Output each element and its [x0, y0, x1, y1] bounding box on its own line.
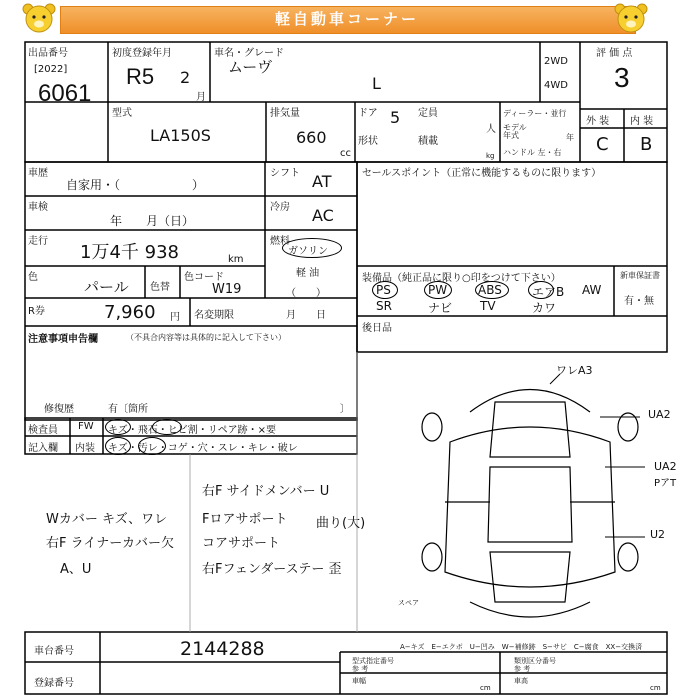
name-label: 車名・グレード	[214, 48, 284, 59]
reg-month: 2	[180, 68, 191, 87]
warranty-label: 新車保証書	[620, 271, 660, 280]
ac: AC	[312, 206, 334, 225]
fw-chip-circle	[152, 419, 182, 435]
equip-ps: PS	[376, 283, 391, 297]
model-label: 型式	[112, 108, 132, 119]
mileage: 1万4千 938	[80, 242, 179, 263]
notes-sub: （不具合内容等は具体的に記入して下さい）	[126, 333, 286, 342]
note-left-3: A、U	[60, 562, 92, 577]
note-u2: U2	[650, 528, 666, 541]
chassis: 2144288	[180, 638, 265, 660]
year-unit: 年	[566, 133, 574, 142]
interior-items: キズ・汚レ・コゲ・穴・スレ・キレ・破レ	[108, 443, 298, 454]
reg-label: 初度登録年月	[112, 48, 172, 59]
disp-unit: cc	[340, 148, 351, 159]
lot-year: [2022]	[34, 64, 68, 75]
load-label: 積載	[418, 136, 438, 147]
width-unit: cm	[480, 684, 491, 692]
drive-4wd: 4WD	[544, 80, 568, 91]
fuel-label: 燃料	[270, 236, 290, 247]
type-label: 型式指定番号	[352, 657, 394, 665]
recycle: 7,960	[104, 302, 156, 323]
note-ua2-side: UA2	[654, 460, 677, 473]
reg-era: R5	[126, 64, 155, 89]
ext-grade: C	[596, 134, 609, 155]
ac-label: 冷房	[270, 202, 290, 213]
ps-circle	[372, 281, 398, 299]
capacity-label: 定員	[418, 108, 438, 119]
color: パール	[84, 278, 129, 296]
model-year-label: モデル 年式	[503, 123, 527, 140]
fw-scratch-circle	[105, 419, 131, 435]
ref-1: 参 考	[352, 665, 369, 673]
fw-items: キズ・飛石・ヒビ割・リペア跡・×要	[108, 425, 276, 436]
note-ua2-front: UA2	[648, 408, 671, 421]
repair: 有〔箇所	[108, 404, 148, 415]
equip-airbag: エアB	[532, 285, 565, 299]
displacement: 660	[296, 128, 327, 147]
mileage-unit: km	[228, 254, 244, 265]
fuel-other: （ ）	[286, 288, 326, 299]
fuel-circle	[282, 238, 342, 258]
score-label: 評 価 点	[596, 48, 633, 59]
class-label: 類別区分番号	[514, 657, 556, 665]
score: 3	[614, 62, 630, 93]
doors: 5	[390, 108, 401, 127]
sales-label: セールスポイント（正常に機能するものに限ります）	[362, 168, 602, 179]
later-label: 後日品	[362, 323, 392, 334]
abs-circle	[475, 281, 509, 299]
height-unit: cm	[650, 684, 661, 692]
capacity-unit: 人	[486, 124, 496, 135]
shift: AT	[312, 172, 332, 191]
car-diagram	[410, 372, 650, 622]
color-code: W19	[212, 282, 242, 297]
shape-label: 形状	[358, 136, 378, 147]
mileage-label: 走行	[28, 236, 48, 247]
handle-label: ハンドル 左・右	[503, 148, 562, 157]
drive-2wd: 2WD	[544, 56, 568, 67]
color-label: 色	[28, 272, 38, 283]
inspection-label: 車検	[28, 202, 48, 213]
note-right-1: 右F サイドメンバー U	[202, 484, 330, 499]
fw-label: FW	[78, 421, 94, 432]
recycle-unit: 円	[170, 312, 180, 323]
recycle-label: R券	[28, 306, 45, 317]
notes-label: 注意事項申告欄	[28, 334, 98, 345]
equip-leather: カワ	[532, 301, 557, 315]
plate-label: 登録番号	[34, 678, 74, 689]
fuel-gasoline: ガソリン	[288, 246, 328, 257]
history: 自家用・（ ）	[66, 178, 205, 192]
dealer-label: ディーラー・並行	[503, 109, 567, 118]
note-left-2: 右F ライナーカバー欠	[46, 536, 174, 551]
width-label: 車幅	[352, 677, 366, 685]
repair-label: 修復歴	[44, 404, 74, 415]
ext-label: 外 装	[586, 116, 610, 127]
height-label: 車高	[514, 677, 528, 685]
lot-number: 6061	[38, 80, 92, 107]
history-label: 車歴	[28, 168, 48, 179]
color-code-label: 色コード	[184, 272, 224, 283]
damage-legend: A−キズ E−エクボ U−凹み W−補修跡 S−サビ C−腐食 XX−交換済	[400, 643, 643, 651]
pw-circle	[424, 281, 452, 299]
name-change: 月 日	[286, 310, 326, 321]
model: LA150S	[150, 126, 211, 145]
doors-label: ドア	[358, 108, 378, 119]
disp-label: 排気量	[270, 108, 300, 119]
int-stain-circle	[138, 437, 166, 455]
equip-navi: ナビ	[428, 301, 453, 315]
equip-tv: TV	[480, 299, 496, 313]
load-unit: kg	[486, 152, 495, 160]
note-right-2: Fロアサポート	[202, 512, 288, 527]
name-change-label: 名変期限	[194, 310, 234, 321]
shift-label: シフト	[270, 168, 300, 179]
equip-pw: PW	[428, 283, 448, 297]
int-scratch-circle	[105, 437, 131, 455]
inspection: 年 月（日）	[110, 214, 195, 228]
inspector-label: 検査員	[28, 425, 58, 436]
warranty: 有・無	[624, 296, 654, 307]
interior-label: 内装	[75, 443, 95, 454]
note-right-3: コアサポート	[202, 536, 281, 551]
note-left-1: Wカバー キズ、ワレ	[46, 512, 168, 527]
chassis-label: 車台番号	[34, 646, 74, 657]
grade: L	[372, 74, 381, 93]
equip-sr: SR	[376, 299, 392, 313]
car-name: ムーヴ	[228, 58, 273, 76]
note-right-4: 右Fフェンダーステー 歪	[202, 562, 342, 577]
int-label: 内 装	[630, 116, 654, 127]
reg-month-unit: 月	[196, 92, 206, 103]
spare-label: スペア	[398, 599, 419, 607]
airbag-circle	[528, 281, 554, 299]
entry-label: 記入欄	[28, 443, 58, 454]
note-right-2b: 曲り(大)	[316, 516, 366, 531]
lot-label: 出品番号	[28, 48, 68, 59]
equip-aw: AW	[582, 283, 602, 297]
int-grade: B	[640, 134, 653, 155]
note-wa3: ワレA3	[556, 364, 593, 377]
equip-label: 装備品（純正品に限り○印をつけて下さい）	[362, 273, 561, 284]
fuel-diesel: 軽 油	[296, 268, 320, 279]
repaint-label: 色替	[150, 282, 170, 293]
note-paint: PアT	[654, 478, 677, 489]
ref-2: 参 考	[514, 665, 531, 673]
equip-abs: ABS	[478, 283, 502, 297]
repair-close: 〕	[340, 404, 350, 415]
banner-title: 軽自動車コーナー	[274, 10, 419, 28]
